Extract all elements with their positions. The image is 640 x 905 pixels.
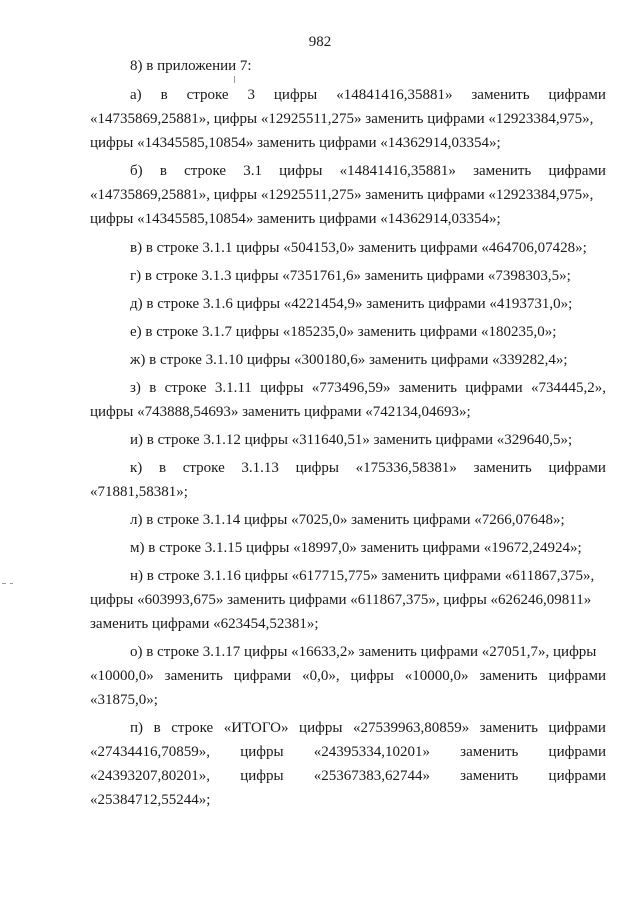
list-item-line: «24393207,80201», цифры «25367383,62744» заменить цифрами [90,768,606,784]
list-item-line: цифры «14345585,10854» заменить цифрами «14362914,03354»; [90,135,501,151]
list-item-line: л) в строке 3.1.14 цифры «7025,0» заменить цифрами «7266,07648»; [130,512,565,528]
section-heading: 8) в приложении 7: [130,58,252,74]
list-item-line: «14735869,25881», цифры «12925511,275» заменить цифрами «12923384,975», [90,111,594,127]
list-item-line: заменить цифрами «623454,52381»; [90,616,319,632]
list-item-line: и) в строке 3.1.12 цифры «311640,51» заменить цифрами «329640,5»; [130,432,573,448]
list-item-line: в) в строке 3.1.1 цифры «504153,0» заменить цифрами «464706,07428»; [130,240,587,256]
list-item-line: з) в строке 3.1.11 цифры «773496,59» заменить цифрами «734445,2», [130,380,606,396]
list-item-line: «71881,58381»; [90,484,188,500]
scan-mark [2,583,6,584]
list-item-line: к) в строке 3.1.13 цифры «175336,58381» заменить цифрами [130,460,606,476]
list-item-line: м) в строке 3.1.15 цифры «18997,0» заменить цифрами «19672,24924»; [130,540,582,556]
list-item-line: цифры «603993,675» заменить цифрами «611867,375», цифры «626246,09811» [90,592,592,608]
list-item-line: г) в строке 3.1.3 цифры «7351761,6» заменить цифрами «7398303,5»; [130,268,571,284]
list-item-line: п) в строке «ИТОГО» цифры «27539963,80859» заменить цифрами [130,720,606,736]
list-item-line: «25384712,55244»; [90,792,211,808]
list-item-line: «10000,0» заменить цифрами «0,0», цифры «10000,0» заменить цифрами [90,668,606,684]
list-item-line: о) в строке 3.1.17 цифры «16633,2» заменить цифрами «27051,7», цифры [130,644,597,660]
list-item-line: цифры «14345585,10854» заменить цифрами «14362914,03354»; [90,211,501,227]
list-item-line: ж) в строке 3.1.10 цифры «300180,6» заменить цифрами «339282,4»; [130,352,568,368]
list-item-line: б) в строке 3.1 цифры «14841416,35881» заменить цифрами [130,163,606,179]
list-item-line: «31875,0»; [90,692,158,708]
list-item-line: н) в строке 3.1.16 цифры «617715,775» заменить цифрами «611867,375», [130,568,595,584]
list-item-line: а) в строке 3 цифры «14841416,35881» заменить цифрами [130,87,606,103]
scan-mark [10,583,13,584]
list-item-line: цифры «743888,54693» заменить цифрами «742134,04693»; [90,404,471,420]
list-item-line: д) в строке 3.1.6 цифры «4221454,9» заменить цифрами «4193731,0»; [130,296,573,312]
scan-mark [234,76,235,83]
list-item-line: е) в строке 3.1.7 цифры «185235,0» заменить цифрами «180235,0»; [130,324,557,340]
page-number: 982 [308,34,332,50]
list-item-line: «27434416,70859», цифры «24395334,10201» заменить цифрами [90,744,606,760]
list-item-line: «14735869,25881», цифры «12925511,275» заменить цифрами «12923384,975», [90,187,594,203]
